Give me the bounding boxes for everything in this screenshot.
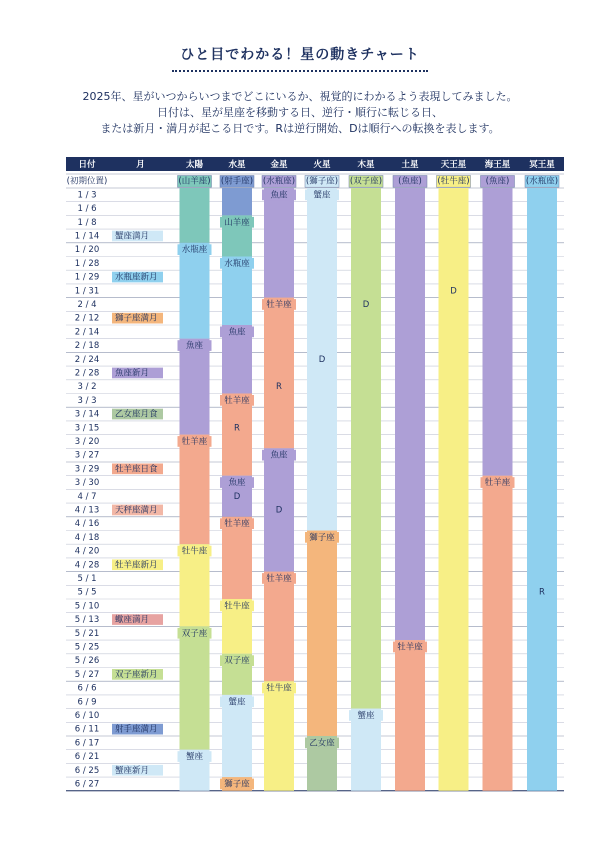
date-label: 2 / 4 — [77, 299, 97, 310]
date-label: 1 / 28 — [74, 258, 100, 269]
column-header: 木星 — [357, 160, 375, 170]
planet-sign-bar — [264, 298, 294, 449]
initial-sign-label: (魚座) — [398, 176, 422, 187]
planet-sign-bar — [483, 476, 513, 791]
date-label: 4 / 13 — [74, 505, 100, 516]
column-header: 太陽 — [185, 160, 204, 170]
date-label: 5 / 1 — [77, 573, 97, 584]
column-header: 日付 — [78, 160, 96, 170]
sign-change-label: 乙女座 — [309, 738, 335, 749]
date-label: 6 / 25 — [74, 765, 100, 776]
sign-change-label: 双子座 — [181, 628, 208, 639]
planet-sign-bar — [439, 188, 469, 791]
sign-change-label: 山羊座 — [224, 217, 250, 228]
planet-sign-bar — [180, 435, 210, 545]
date-label: 4 / 20 — [74, 546, 100, 557]
date-label: 1 / 20 — [74, 245, 100, 256]
date-label: 3 / 3 — [77, 395, 97, 406]
intro-line-3: または新月・満月が起こる日です。Rは逆行開始、Dは順行への転換を表します。 — [100, 122, 500, 135]
planet-sign-bar — [351, 188, 381, 709]
date-label: 3 / 27 — [74, 450, 100, 461]
sign-change-label: 蟹座 — [185, 752, 204, 763]
retrograde-marker: D — [318, 354, 326, 365]
sign-change-label: 牡羊座 — [224, 519, 250, 530]
planet-sign-bar — [527, 188, 557, 791]
sign-change-label: 魚座 — [185, 341, 204, 352]
date-label: 6 / 9 — [77, 697, 97, 708]
retrograde-marker: D — [275, 505, 283, 516]
date-label: 5 / 21 — [74, 628, 100, 639]
moon-event-label: 乙女座月食 — [115, 409, 158, 420]
sign-change-label: 牡牛座 — [224, 601, 250, 612]
date-label: 5 / 5 — [77, 587, 97, 598]
moon-event-label: 魚座新月 — [115, 368, 150, 379]
sign-change-label: 獅子座 — [309, 532, 335, 543]
sign-change-label: 牡羊座 — [397, 642, 423, 653]
initial-sign-label: (水瓶座) — [525, 176, 559, 187]
sign-change-label: 水瓶座 — [181, 245, 208, 256]
moon-event-label: 天秤座満月 — [115, 505, 158, 516]
column-header: 水星 — [228, 160, 246, 170]
planet-sign-bar — [180, 339, 210, 435]
retrograde-marker: R — [276, 382, 282, 393]
moon-event-label: 蟹座新月 — [115, 765, 150, 776]
planet-sign-bar — [264, 572, 294, 682]
retrograde-marker: R — [234, 423, 240, 434]
date-label: 5 / 26 — [74, 656, 100, 667]
date-label: 3 / 2 — [77, 382, 97, 393]
planet-sign-bar — [264, 681, 294, 791]
sign-change-label: 牡羊座 — [266, 573, 292, 584]
planet-sign-bar — [483, 188, 513, 476]
date-label: 1 / 29 — [74, 272, 100, 283]
column-header: 月 — [136, 160, 145, 170]
initial-sign-label: (射手座) — [220, 176, 254, 187]
column-header: 冥王星 — [529, 160, 555, 170]
date-label: 5 / 10 — [74, 601, 100, 612]
sign-change-label: 水瓶座 — [224, 258, 250, 269]
sign-change-label: 牡羊座 — [224, 395, 250, 406]
intro-line-2: 日付は、星が星座を移動する日、逆行・順行に転じる日、 — [157, 106, 443, 119]
sign-change-label: 蟹座 — [313, 190, 331, 201]
date-label: 2 / 24 — [74, 354, 100, 365]
initial-position-label: (初期位置) — [66, 176, 108, 187]
column-header: 火星 — [313, 160, 331, 170]
date-label: 6 / 21 — [74, 752, 100, 763]
retrograde-marker: D — [450, 286, 457, 297]
date-label: 3 / 30 — [74, 478, 100, 489]
moon-event-label: 射手座満月 — [115, 724, 158, 735]
initial-sign-label: (山羊座) — [178, 176, 211, 187]
date-label: 4 / 28 — [74, 560, 100, 571]
sign-change-label: 牡羊座 — [484, 478, 511, 489]
sign-change-label: 魚座 — [228, 327, 246, 338]
date-label: 2 / 28 — [74, 368, 100, 379]
intro-line-1: 2025年、星がいつからいつまでどこにいるか、視覚的にわかるよう表現してみました。 — [82, 90, 518, 103]
date-label: 2 / 14 — [74, 327, 100, 338]
date-label: 3 / 15 — [74, 423, 100, 434]
date-label: 1 / 6 — [77, 204, 97, 215]
planet-sign-bar — [264, 188, 294, 298]
moon-event-label: 蠍座満月 — [115, 615, 150, 626]
sign-change-label: 獅子座 — [224, 779, 250, 790]
date-label: 6 / 10 — [74, 710, 100, 721]
date-label: 6 / 17 — [74, 738, 100, 749]
sign-change-label: 魚座 — [270, 190, 288, 201]
sign-change-label: 双子座 — [224, 656, 250, 667]
initial-sign-label: (双子座) — [349, 176, 383, 187]
planet-sign-bar — [180, 243, 210, 339]
date-label: 1 / 31 — [74, 286, 100, 297]
planet-sign-bar — [395, 188, 425, 640]
initial-sign-label: (魚座) — [485, 176, 510, 187]
date-label: 4 / 7 — [77, 491, 97, 502]
column-header: 土星 — [401, 160, 419, 170]
date-label: 2 / 12 — [74, 313, 100, 324]
moon-event-label: 水瓶座新月 — [115, 272, 158, 283]
moon-event-label: 牡羊座日食 — [115, 464, 158, 475]
sign-change-label: 牡羊座 — [181, 436, 208, 447]
date-label: 1 / 8 — [77, 217, 97, 228]
moon-event-label: 獅子座満月 — [115, 313, 158, 324]
retrograde-marker: D — [233, 491, 241, 502]
initial-sign-label: (獅子座) — [305, 176, 339, 187]
date-label: 1 / 14 — [74, 231, 100, 242]
date-label: 4 / 18 — [74, 532, 100, 543]
date-label: 5 / 27 — [74, 669, 100, 680]
date-label: 3 / 29 — [74, 464, 100, 475]
date-label: 5 / 25 — [74, 642, 100, 653]
date-label: 3 / 14 — [74, 409, 100, 420]
moon-event-label: 双子座新月 — [115, 669, 158, 680]
date-label: 3 / 20 — [74, 436, 100, 447]
moon-event-label: 蟹座満月 — [115, 231, 150, 242]
initial-sign-label: (牡牛座) — [437, 176, 470, 187]
date-label: 6 / 6 — [77, 683, 97, 694]
retrograde-marker: D — [362, 299, 370, 310]
date-label: 2 / 18 — [74, 341, 100, 352]
date-label: 6 / 11 — [74, 724, 100, 735]
date-label: 1 / 3 — [77, 190, 97, 201]
sign-change-label: 牡牛座 — [181, 546, 208, 557]
sign-change-label: 蟹座 — [228, 697, 246, 708]
planet-sign-bar — [180, 626, 210, 749]
date-label: 6 / 27 — [74, 779, 100, 790]
planet-sign-bar — [395, 640, 425, 791]
sign-change-label: 魚座 — [270, 450, 288, 461]
planet-sign-bar — [307, 531, 337, 737]
planet-sign-bar — [180, 188, 210, 243]
sign-change-label: 牡羊座 — [266, 299, 292, 310]
moon-event-label: 牡羊座新月 — [115, 560, 158, 571]
sign-change-label: 牡牛座 — [266, 683, 292, 694]
date-label: 5 / 13 — [74, 615, 100, 626]
column-header: 天王星 — [440, 160, 467, 170]
initial-sign-label: (水瓶座) — [262, 176, 296, 187]
retrograde-marker: R — [539, 587, 545, 598]
sign-change-label: 魚座 — [228, 478, 246, 489]
column-header: 海王星 — [484, 160, 511, 170]
planet-sign-bar — [222, 188, 252, 215]
column-header: 金星 — [270, 160, 288, 170]
date-label: 4 / 16 — [74, 519, 100, 530]
chart-title: ひと目でわかる！星の動きチャート — [180, 47, 420, 63]
sign-change-label: 蟹座 — [357, 710, 375, 721]
